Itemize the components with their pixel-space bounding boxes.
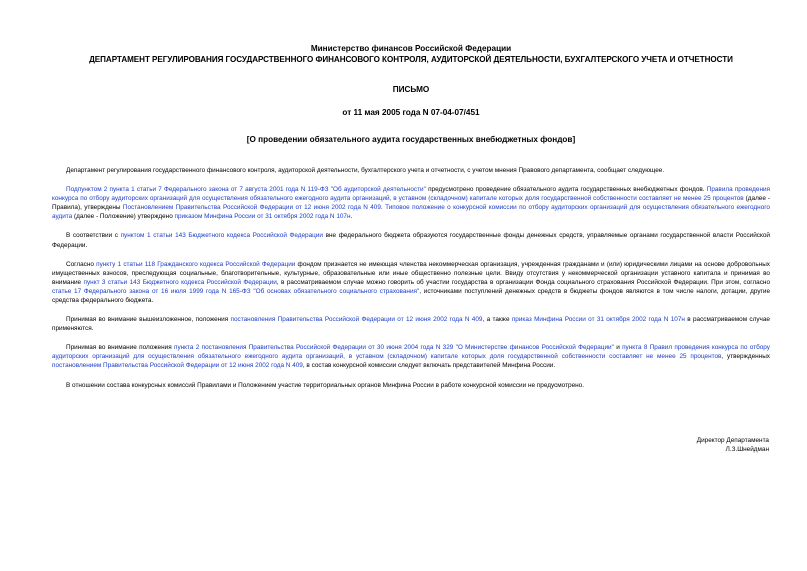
paragraph-text: , в рассматриваемом случае можно говорить об участии государства в организации Фонда социального страхования Российской Федерации. При этом, согласно [276,278,771,286]
document-subject: [О проведении обязательного аудита государственных внебюджетных фондов] [246,135,576,145]
letter-text [52,166,770,390]
paragraph-text: Департамент регулирования государственного финансового контроля, аудиторской деятельности, бухгалтерского учета и отчетности, с учетом мнения Правового департамента, сообщает следующее. [66,166,665,174]
paragraph-text: (далее - Правила), утверждены [52,195,771,212]
paragraph-text: . [380,204,386,212]
signature-block [560,436,769,455]
paragraph-text: . [350,213,353,221]
document-link[interactable]: Подпунктом 2 пункта 1 статьи 7 Федерального закона от 7 августа 2001 года N 119-ФЗ "Об аудиторской деятельности" [66,186,426,194]
document-link[interactable]: пункта 2 постановления Правительства Российской Федерации от 30 июня 2004 года N 329 "О Министерстве финансов Российской Федерации" [173,344,614,352]
paragraph-fund-definition [52,260,770,305]
signatory-name: Л.З.Шнейдман [725,446,769,454]
paragraph-audit-law [52,185,770,221]
paragraph-text: Согласно [66,260,97,268]
paragraph-text: , источниками поступлений денежных средств в бюджеты фондов являются в том числе налоги, дотации, другие средства федерального бюджета. [52,287,770,304]
document-link[interactable]: пункту 1 статьи 118 Гражданского кодекса Российской Федерации [96,260,296,268]
document-link[interactable]: приказ Минфина России от 31 октября 2002 года N 107н [511,316,685,324]
document-link[interactable]: статье 17 Федерального закона от 16 июля 1999 года N 165-ФЗ "Об основах обязательного социального страхования" [52,287,420,295]
paragraph-application [52,315,770,333]
paragraph-commission-members [52,343,770,370]
document-type: ПИСЬМО [392,85,430,95]
paragraph-budget-code [52,231,770,249]
paragraph-text: , а также [482,316,512,324]
paragraph-territorial-bodies [52,381,770,390]
document-link[interactable]: Правила проведения конкурса по отбору аудиторских организаций для осуществления обязательного ежегодного аудита организаций, в уставном (складочном) капитале которых доля государственной собственности составляет не менее 25 процентов [52,186,770,203]
paragraph-text: , в состав конкурсной комиссии следует включать представителей Минфина России. [302,362,556,370]
paragraph-text: вне федерального бюджета образуются государственные фонды денежных средств, управляемые органами государственной власти Российской Федерации. [52,232,770,249]
paragraph-text: фондом признается не имеющая членства некоммерческая организация, учрежденная гражданами и (или) юридическими лицами на основе добровольных имущественных взносов, преследующая социальные, благотворительные, культурные, образовательные или иные общественно полезные цели. Ввиду отсутствия у некоммерческой организации уставного капитала и принимая во внимание [52,260,770,286]
document-link[interactable]: пункт 3 статьи 143 Бюджетного кодекса Российской Федерации [83,278,277,286]
signatory-position: Директор Департамента [696,437,769,444]
paragraph-text: Принимая во внимание вышеизложенное, положения [66,316,231,324]
document-link[interactable]: постановлением Правительства Российской Федерации от 12 июня 2002 года N 409 [52,362,303,370]
paragraph-intro [52,166,770,175]
paragraph-text: В отношении состава конкурсных комиссий Правилами и Положением участие территориальных органов Минфина России в работе конкурсной комиссии не предусмотрено. [66,381,584,389]
paragraph-text: (далее - Положение) утверждено [72,213,175,221]
document-link[interactable]: приказом Минфина России от 31 октября 2002 года N 107н [174,213,351,221]
paragraph-text: Принимая во внимание положения [66,344,174,352]
document-body [52,44,770,390]
ministry-name: Министерство финансов Российской Федерации [310,44,512,53]
paragraph-text: в рассматриваемом случае применяются. [52,316,770,333]
document-link[interactable]: пункта 8 Правил проведения конкурса по отбору аудиторских организаций для осуществления обязательного ежегодного аудита организаций, в уставном (складочном) капитале которых доля государственной собственности составляет не менее 25 процентов [52,344,770,361]
paragraph-text: , утвержденных [721,353,770,361]
department-name: ДЕПАРТАМЕНТ РЕГУЛИРОВАНИЯ ГОСУДАРСТВЕННОГО ФИНАНСОВОГО КОНТРОЛЯ, АУДИТОРСКОЙ ДЕЯТЕЛЬНОСТИ, БУХГАЛТЕРСКОГО УЧЕТА И ОТЧЕТНОСТИ [89,54,733,64]
paragraph-text: В соответствии с [66,232,121,240]
paragraph-text: и [613,344,623,352]
document-link[interactable]: Типовое положение о конкурсной комиссии по отбору аудиторских организаций для осуществления обязательного ежегодного аудита [52,204,770,221]
paragraph-text: предусмотрено проведение обязательного аудита государственных внебюджетных фондов. [425,186,707,194]
document-link[interactable]: Постановлением Правительства Российской Федерации от 12 июня 2002 года N 409 [122,204,381,212]
document-date-number: от 11 мая 2005 года N 07-04-07/451 [342,107,480,117]
document-link[interactable]: пунктом 1 статьи 143 Бюджетного кодекса Российской Федерации [120,232,323,240]
document-link[interactable]: постановления Правительства Российской Федерации от 12 июня 2002 года N 409 [230,316,483,324]
